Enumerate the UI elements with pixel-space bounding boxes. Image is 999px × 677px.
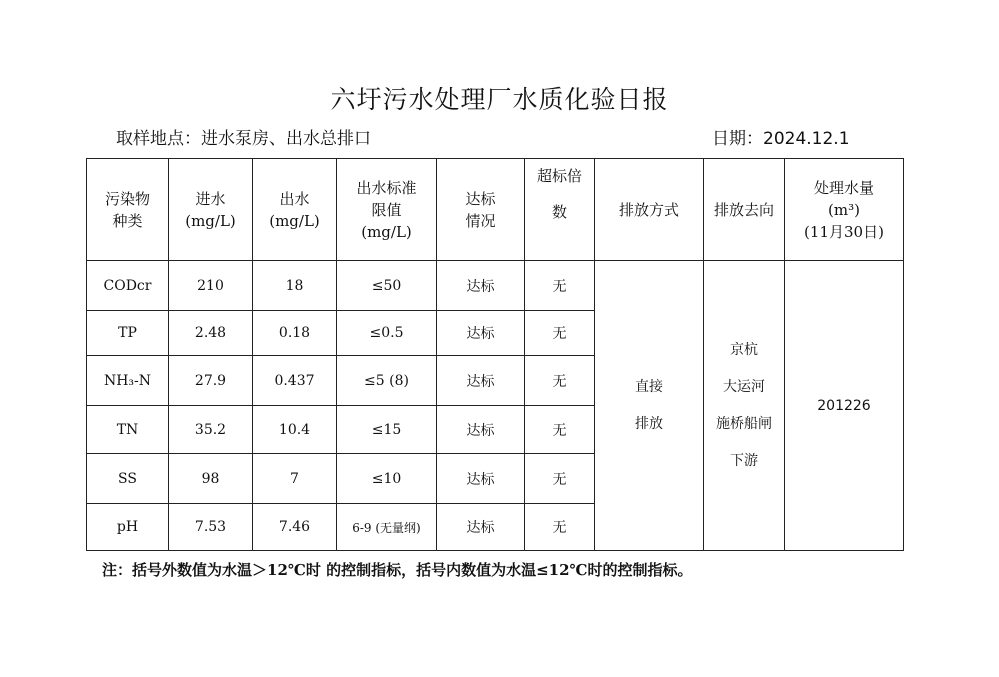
exceed-value: 无	[525, 261, 595, 311]
inflow-value: 35.2	[169, 406, 253, 454]
inflow-value: 27.9	[169, 356, 253, 406]
header-exceed-line1: 超标倍	[536, 167, 582, 185]
status-value: 达标	[437, 356, 525, 406]
header-outflow-line1: 出水	[279, 189, 310, 208]
header-status-line2: 情况	[465, 211, 496, 230]
header-volume-line2: (m³)	[828, 200, 860, 219]
header-pollutant	[87, 159, 169, 261]
inflow-value: 7.53	[169, 504, 253, 551]
header-outflow-line2: (mg/L)	[269, 211, 320, 230]
header-status-line1: 达标	[465, 189, 496, 208]
report-title: 六圩污水处理厂水质化验日报	[330, 85, 669, 114]
header-inflow-line1: 进水	[195, 189, 226, 208]
header-volume	[785, 159, 904, 261]
header-pollutant-line1: 污染物	[104, 189, 150, 208]
exceed-value: 无	[525, 311, 595, 356]
header-inflow-line2: (mg/L)	[185, 211, 236, 230]
header-limit	[337, 159, 437, 261]
pollutant-name: TN	[87, 406, 169, 454]
outflow-value: 0.437	[253, 356, 337, 406]
discharge-method-line1: 直接	[635, 378, 663, 395]
status-value: 达标	[437, 311, 525, 356]
outflow-value: 10.4	[253, 406, 337, 454]
header-inflow	[169, 159, 253, 261]
header-outflow	[253, 159, 337, 261]
exceed-value: 无	[525, 504, 595, 551]
pollutant-name: TP	[87, 311, 169, 356]
table-row	[87, 261, 904, 311]
discharge-dest-line2: 大运河	[723, 378, 765, 395]
footnote: 注：括号外数值为水温＞12℃时 的控制指标，括号内数值为水温≤12℃时的控制指标。	[102, 561, 693, 579]
limit-value: 6-9 (无量纲)	[337, 504, 437, 551]
exceed-value: 无	[525, 454, 595, 504]
discharge-dest-line4: 下游	[730, 452, 758, 469]
exceed-value: 无	[525, 406, 595, 454]
pollutant-name: CODcr	[87, 261, 169, 311]
limit-value: ≤10	[337, 454, 437, 504]
header-pollutant-line2: 种类	[112, 211, 143, 230]
outflow-value: 0.18	[253, 311, 337, 356]
discharge-dest-line3: 施桥船闸	[716, 415, 772, 432]
header-volume-line1: 处理水量	[813, 178, 874, 197]
treated-volume-value: 201226	[785, 261, 904, 551]
status-value: 达标	[437, 406, 525, 454]
limit-value: ≤15	[337, 406, 437, 454]
discharge-dest-cell	[704, 261, 785, 551]
exceed-value: 无	[525, 356, 595, 406]
header-limit-line1: 出水标准	[356, 178, 417, 197]
header-exceed	[525, 159, 595, 261]
status-value: 达标	[437, 261, 525, 311]
pollutant-name: SS	[87, 454, 169, 504]
pollutant-name: NH₃-N	[87, 356, 169, 406]
water-quality-table	[86, 158, 904, 551]
header-limit-line2: 限值	[371, 200, 402, 219]
pollutant-name: pH	[87, 504, 169, 551]
header-row	[87, 159, 904, 261]
outflow-value: 7.46	[253, 504, 337, 551]
header-volume-line3: (11月30日)	[804, 222, 884, 241]
limit-value: ≤0.5	[337, 311, 437, 356]
outflow-value: 18	[253, 261, 337, 311]
inflow-value: 98	[169, 454, 253, 504]
header-limit-line3: (mg/L)	[361, 222, 412, 241]
discharge-method-cell	[595, 261, 704, 551]
header-discharge-method: 排放方式	[595, 159, 704, 261]
outflow-value: 7	[253, 454, 337, 504]
inflow-value: 210	[169, 261, 253, 311]
discharge-method-line2: 排放	[635, 415, 663, 432]
sampling-location: 取样地点：进水泵房、出水总排口	[116, 129, 371, 149]
report-date: 日期：2024.12.1	[712, 129, 850, 149]
inflow-value: 2.48	[169, 311, 253, 356]
header-status	[437, 159, 525, 261]
discharge-dest-line1: 京杭	[730, 341, 758, 358]
limit-value: ≤50	[337, 261, 437, 311]
status-value: 达标	[437, 454, 525, 504]
limit-value: ≤5 (8)	[337, 356, 437, 406]
header-exceed-line2: 数	[551, 203, 567, 221]
header-discharge-dest: 排放去向	[704, 159, 785, 261]
status-value: 达标	[437, 504, 525, 551]
